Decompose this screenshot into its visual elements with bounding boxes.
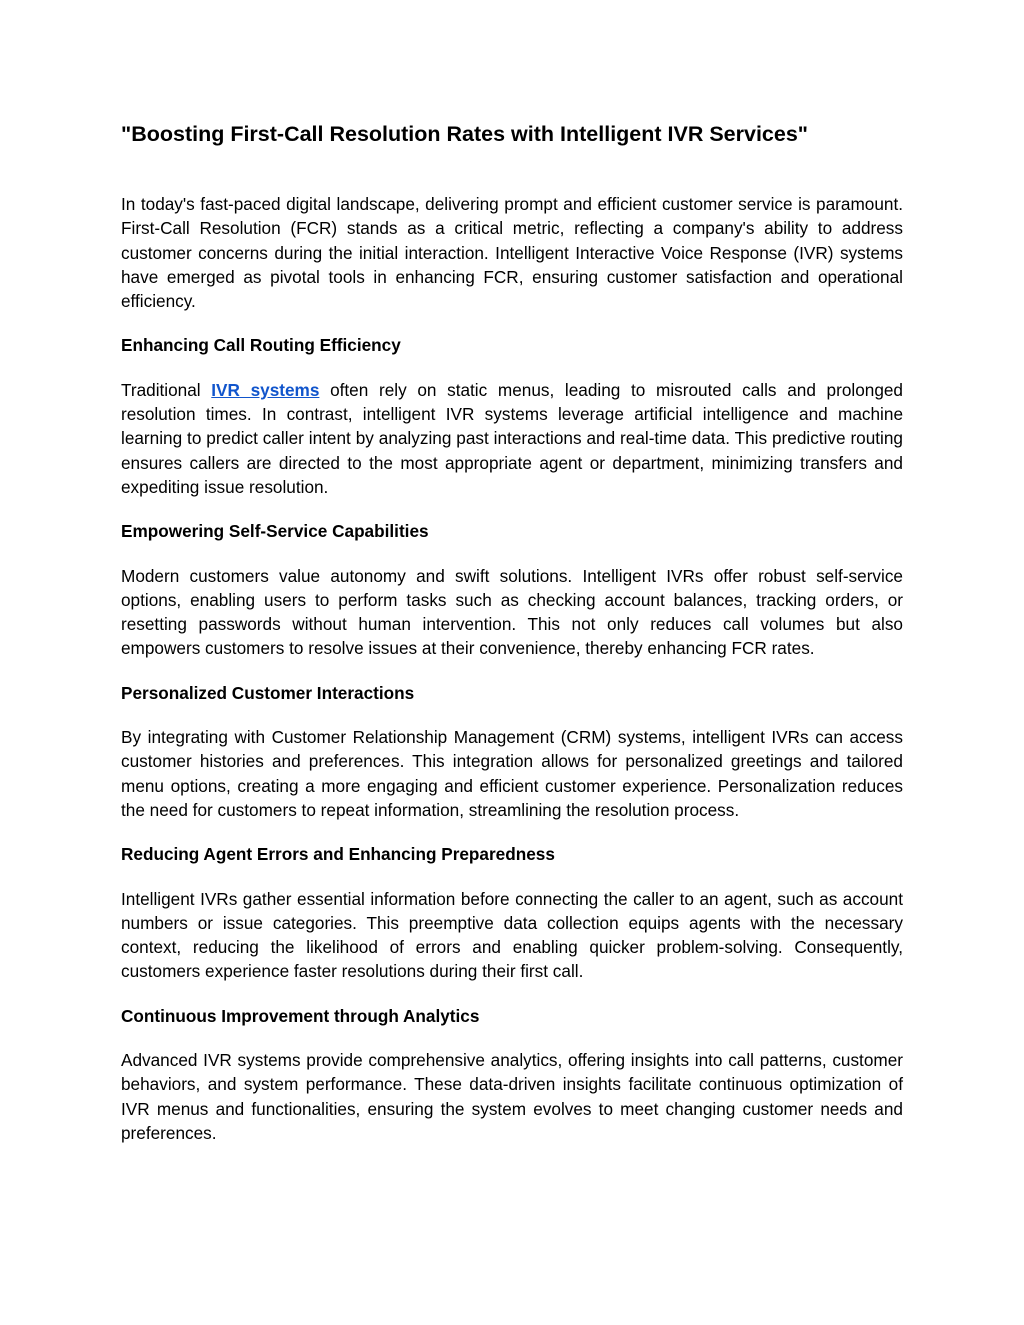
section-heading-self-service: Empowering Self-Service Capabilities [121,521,429,542]
section-body-personalized: By integrating with Customer Relationship Management (CRM) systems, intelligent IVRs can access customer histories and preferences. This integration allows for personalized greetings and tailored menu options, creating a more engaging and efficient customer experience. Personalization reduces the need for customers to repeat information, streamlining the resolution process. [121,727,903,820]
section-body-self-service: Modern customers value autonomy and swift solutions. Intelligent IVRs offer robust self-service options, enabling users to perform tasks such as checking account balances, tracking orders, or resetting passwords without human intervention. This not only reduces call volumes but also empowers customers to resolve issues at their convenience, thereby enhancing FCR rates. [121,565,903,659]
ivr-systems-link[interactable]: IVR systems [211,379,320,400]
intro-paragraph: In today's fast-paced digital landscape, delivering prompt and efficient customer service is paramount. First-Call Resolution (FCR) stands as a critical metric, reflecting a company's ability to address customer concerns during the initial interaction. Intelligent Interactive Voice Response (IVR) systems have emerged as pivotal tools in enhancing FCR, ensuring customer satisfaction and operational efficiency. [121,194,903,312]
section-body-agent-errors: Intelligent IVRs gather essential information before connecting the caller to an agent, such as account numbers or issue categories. This preemptive data collection equips agents with the necessary context, reducing the likelihood of errors and enabling quicker problem-solving. Consequently, customers experience faster resolutions during their first call. [121,888,903,982]
document-page [121,118,903,1165]
section-heading-agent-errors: Reducing Agent Errors and Enhancing Preparedness [121,844,555,865]
call-routing-text-end: often rely on static menus, leading to misrouted calls and prolonged resolution times. In contrast, intelligent IVR systems leverage artificial intelligence and machine learning to predict caller intent by analyzing past interactions and real-time data. This predictive routing ensures callers are directed to the most appropriate agent or department, minimizing transfers and expediting issue resolution. [121,379,903,497]
section-heading-personalized: Personalized Customer Interactions [121,682,415,703]
document-title: "Boosting First-Call Resolution Rates with Intelligent IVR Services" [121,122,808,146]
section-body-call-routing [121,378,903,499]
section-heading-analytics: Continuous Improvement through Analytics [121,1005,480,1026]
call-routing-text-start: Traditional [121,379,212,400]
section-heading-call-routing: Enhancing Call Routing Efficiency [121,335,401,356]
section-body-analytics: Advanced IVR systems provide comprehensive analytics, offering insights into call patterns, customer behaviors, and system performance. These data-driven insights facilitate continuous optimization of IVR menus and functionalities, ensuring the system evolves to meet changing customer needs and preferences. [121,1050,903,1143]
